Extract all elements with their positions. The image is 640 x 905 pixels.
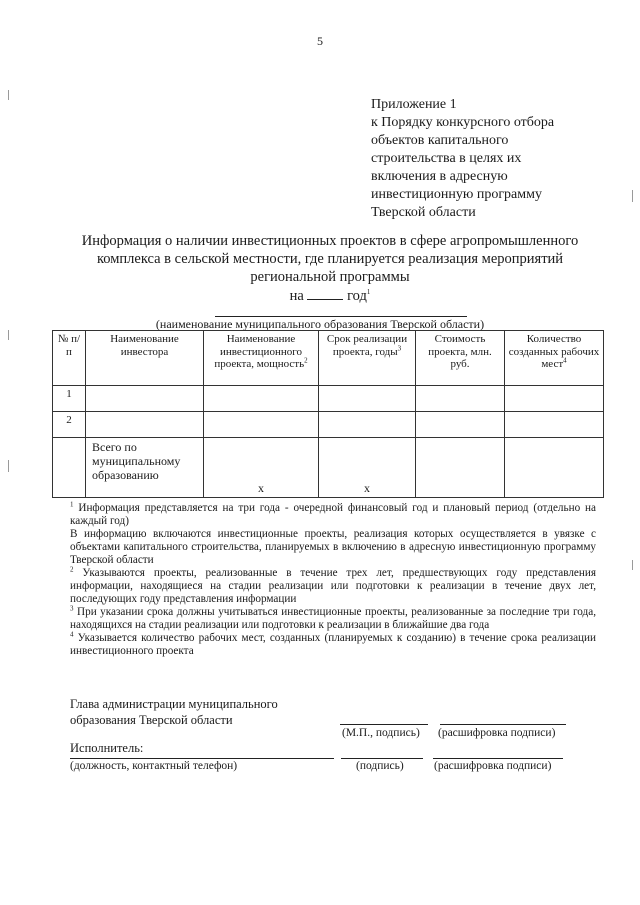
appendix-line: включения в адресную	[371, 169, 508, 184]
appendix-line: Приложение 1	[371, 97, 457, 112]
year-line	[60, 287, 600, 305]
column-header: Наименование инвестора	[86, 331, 204, 386]
column-header: Срок реализации проекта, годы$^3$	[319, 331, 416, 386]
year-prefix: на	[289, 288, 304, 304]
year-suffix: год	[347, 288, 367, 304]
table-cell	[86, 386, 204, 412]
table-row	[53, 412, 604, 438]
executor-line	[70, 758, 334, 759]
total-term-mark: x	[319, 438, 416, 498]
decoding-caption: (расшифровка подписи)	[438, 727, 556, 739]
footnotes	[70, 502, 596, 658]
appendix-line: инвестиционную программу	[371, 187, 542, 202]
signature-caption: (подпись)	[356, 760, 404, 772]
table-header-row	[53, 331, 604, 386]
table-cell	[319, 386, 416, 412]
head-title-line2: образования Тверской области	[70, 713, 233, 727]
footnote: $^1$ Информация представляется на три года - очередной финансовый год и плановый период (отдельно на каждый год)	[70, 500, 596, 527]
table-cell	[505, 386, 604, 412]
head-title-line1: Глава администрации муниципального	[70, 697, 278, 711]
row-number: 2	[53, 412, 86, 438]
table-cell	[86, 412, 204, 438]
row-number: 1	[53, 386, 86, 412]
projects-table	[52, 330, 604, 498]
title-line: региональной программы	[250, 269, 410, 285]
decoding-line	[440, 724, 566, 725]
column-header: № п/п	[53, 331, 86, 386]
column-header: Количество созданных рабочих мест$^4$	[505, 331, 604, 386]
table-cell	[204, 412, 319, 438]
table-cell	[416, 386, 505, 412]
appendix-line: строительства в целях их	[371, 151, 522, 166]
table-cell	[53, 438, 86, 498]
title-line: комплекса в сельской местности, где планируется реализация мероприятий	[96, 251, 564, 267]
footnote: $^3$ При указании срока должны учитываться инвестиционные проекты, реализованные за последние три года, находящихся на стадии реализации или подготовки к реализации в ближайшие два года	[70, 604, 597, 631]
footnote: $^4$ Указывается количество рабочих мест, созданных (планируемых к созданию) в течение срока реализации инвестиционного проекта	[70, 630, 597, 657]
appendix-line: к Порядку конкурсного отбора	[371, 115, 555, 130]
scan-edge-mark	[632, 190, 633, 202]
signature-line	[340, 724, 428, 725]
year-blank	[307, 287, 343, 300]
scan-edge-mark	[8, 460, 9, 472]
appendix-line: объектов капитального	[371, 133, 509, 148]
position-phone-caption: (должность, контактный телефон)	[70, 760, 238, 772]
table-cell	[505, 438, 604, 498]
table-cell	[505, 412, 604, 438]
column-header: Наименование инвестиционного проекта, мощность$^2$	[204, 331, 319, 386]
footnote: В информацию включаются инвестиционные проекты, реализация которых осуществляется в увязке с объектами капитального строительства, планируемых в включению в адресную инвестиционную программу Тверской области	[70, 528, 596, 566]
executor-signature-line	[341, 758, 423, 759]
seal-signature-caption: (М.П., подпись)	[342, 727, 420, 739]
municipality-caption: (наименование муниципального образования Тверской области)	[155, 317, 485, 331]
table-cell	[416, 412, 505, 438]
total-project-mark: x	[204, 438, 319, 498]
scan-edge-mark	[632, 560, 633, 570]
decoding-caption: (расшифровка подписи)	[434, 760, 552, 772]
executor-label: Исполнитель:	[70, 741, 144, 755]
total-label: Всего по муниципальному образованию	[86, 438, 204, 498]
page-number: 5	[317, 34, 323, 48]
executor-decoding-line	[433, 758, 563, 759]
table-cell	[416, 438, 505, 498]
appendix-header	[371, 96, 611, 222]
column-header: Стоимость проекта, млн. руб.	[416, 331, 505, 386]
title-line: Информация о наличии инвестиционных проектов в сфере агропромышленного	[81, 233, 579, 249]
table-row	[53, 386, 604, 412]
footnote-ref: 1	[366, 288, 371, 297]
table-cell	[204, 386, 319, 412]
table-cell	[319, 412, 416, 438]
footnote: $^2$ Указываются проекты, реализованные в течение трех лет, предшествующих году представления информации, находящиеся на стадии реализации или подготовки к реализации в течение двух лет, последующих году представления информации	[70, 565, 596, 605]
table-total-row	[53, 438, 604, 498]
appendix-line: Тверской области	[371, 205, 476, 220]
scan-edge-mark	[8, 90, 9, 100]
document-title	[60, 232, 600, 305]
